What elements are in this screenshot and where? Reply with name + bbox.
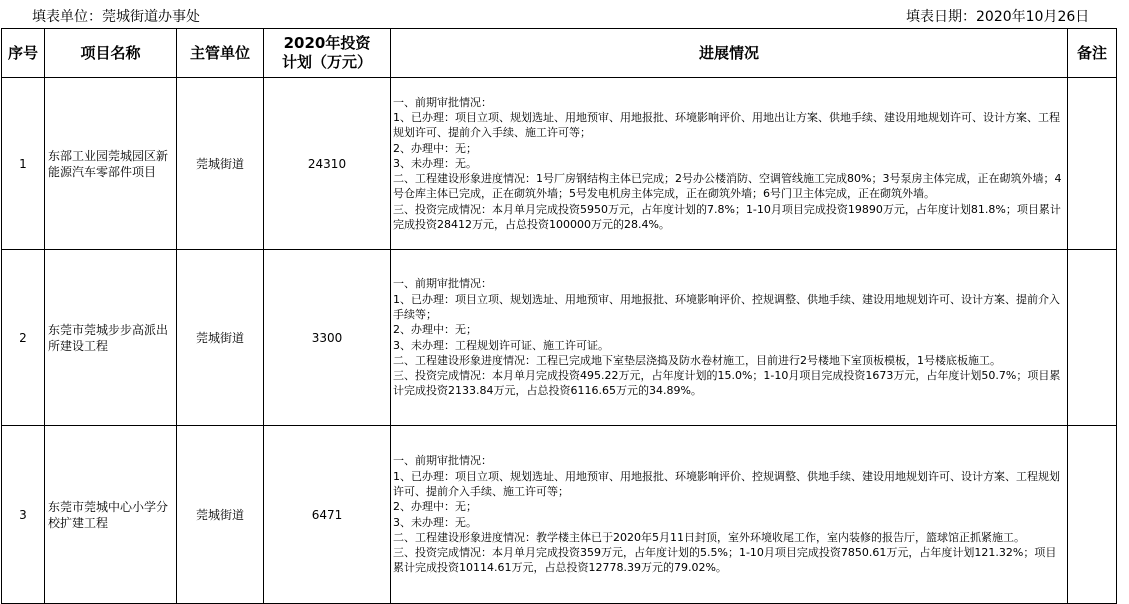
cell-plan: 6471: [264, 426, 391, 604]
table-row: [2, 426, 1117, 604]
col-header-plan-line2: 计划（万元）: [281, 53, 372, 71]
progress-line: 1、已办理：项目立项、规划选址、用地预审、用地报批、环境影响评价、控规调整、供地手续、建设用地规划许可、设计方案、工程规划许可、提前介入手续、施工许可等；: [393, 469, 1060, 498]
cell-progress: [391, 78, 1068, 250]
table-row: [2, 78, 1117, 250]
progress-line: 二、工程建设形象进度情况：工程已完成地下室垫层浇捣及防水卷材施工，目前进行2号楼地下室顶板模板，1号楼底板施工。: [393, 353, 1001, 367]
filing-date: 填表日期：2020年10月26日: [906, 9, 1090, 25]
cell-plan: 3300: [264, 250, 391, 426]
col-header-name: 项目名称: [45, 29, 177, 78]
cell-note: [1068, 78, 1117, 250]
progress-line: 3、未办理：无。: [393, 156, 477, 170]
cell-note: [1068, 250, 1117, 426]
table-row: [2, 250, 1117, 426]
filing-unit: 填表单位：莞城街道办事处: [32, 9, 200, 25]
progress-line: 3、未办理：工程规划许可证、施工许可证。: [393, 338, 609, 352]
progress-line: 1、已办理：项目立项、规划选址、用地预审、用地报批、环境影响评价、用地出让方案、供地手续、建设用地规划许可、设计方案、工程规划许可、提前介入手续、施工许可等；: [393, 110, 1060, 140]
cell-dept: 莞城街道: [177, 250, 264, 426]
col-header-dept: 主管单位: [177, 29, 264, 78]
col-header-plan-line1: 2020年投资: [283, 34, 371, 52]
progress-line: 一、前期审批情况：: [393, 454, 492, 468]
cell-seq: 1: [2, 78, 45, 250]
progress-line: 2、办理中：无；: [393, 323, 477, 337]
progress-line: 1、已办理：项目立项、规划选址、用地预审、用地报批、环境影响评价、控规调整、供地手续、建设用地规划许可、设计方案、提前介入手续等；: [393, 292, 1060, 321]
table-header-row: [2, 29, 1117, 78]
progress-line: 一、前期审批情况：: [393, 277, 492, 291]
col-header-seq: 序号: [2, 29, 45, 78]
cell-dept: 莞城街道: [177, 426, 264, 604]
cell-plan: 24310: [264, 78, 391, 250]
cell-note: [1068, 426, 1117, 604]
progress-line: 3、未办理：无。: [393, 515, 477, 529]
cell-dept: 莞城街道: [177, 78, 264, 250]
report-header: [0, 0, 1129, 28]
progress-line: 二、工程建设形象进度情况：1号厂房钢结构主体已完成；2号办公楼消防、空调管线施工完成80%；3号泵房主体完成，正在砌筑外墙；4号仓库主体已完成，正在砌筑外墙；5号发电机房主体完成，正在砌筑外墙；6号门卫主体完成，正在砌筑外墙。: [393, 172, 1062, 201]
cell-project-name: 东部工业园莞城园区新能源汽车零部件项目: [45, 78, 177, 250]
col-header-note: 备注: [1068, 29, 1117, 78]
progress-line: 三、投资完成情况：本月单月完成投资359万元，占年度计划的5.5%；1-10月项目完成投资7850.61万元，占年度计划121.32%；项目累计完成投资10114.61万元，占总投资12778.39万元的79.02%。: [393, 546, 1057, 575]
cell-project-name: 东莞市莞城中心小学分校扩建工程: [45, 426, 177, 604]
progress-line: 一、前期审批情况：: [393, 95, 492, 109]
progress-line: 2、办理中：无；: [393, 141, 477, 155]
progress-line: 三、投资完成情况：本月单月完成投资5950万元，占年度计划的7.8%；1-10月项目完成投资19890万元，占年度计划81.8%；项目累计完成投资28412万元，占总投资100000万元的28.4%。: [393, 202, 1061, 232]
progress-line: 2、办理中：无；: [393, 500, 477, 514]
cell-seq: 2: [2, 250, 45, 426]
cell-progress: [391, 426, 1068, 604]
cell-progress: [391, 250, 1068, 426]
col-header-progress: 进展情况: [391, 29, 1068, 78]
progress-line: 二、工程建设形象进度情况：教学楼主体已于2020年5月11日封顶，室外环境收尾工作，室内装修的报告厅，篮球馆正抓紧施工。: [393, 530, 1025, 544]
col-header-plan: [264, 29, 391, 78]
cell-project-name: 东莞市莞城步步高派出所建设工程: [45, 250, 177, 426]
cell-seq: 3: [2, 426, 45, 604]
progress-line: 三、投资完成情况：本月单月完成投资495.22万元，占年度计划的15.0%；1-10月项目完成投资1673万元，占年度计划50.7%；项目累计完成投资2133.84万元，占总投资6116.65万元的34.89%。: [393, 369, 1061, 398]
project-progress-table: [1, 28, 1117, 604]
